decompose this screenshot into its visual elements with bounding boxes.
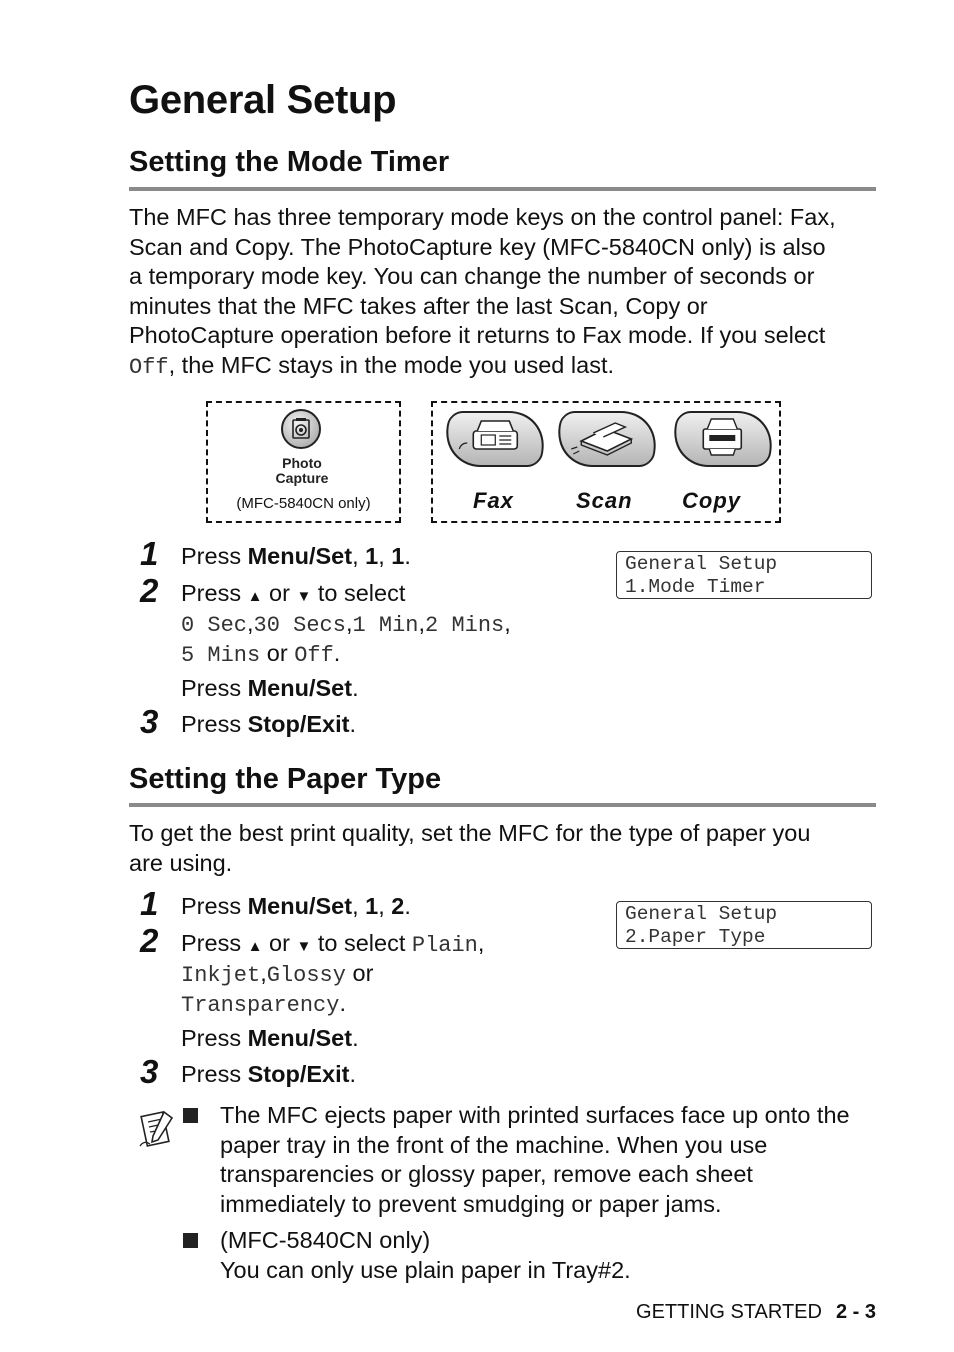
fax-key: [441, 411, 549, 467]
scan-key-label: Scan: [576, 488, 633, 513]
bullet-marker: [183, 1108, 198, 1123]
page-title: General Setup: [129, 78, 397, 122]
step-2-text: Press ▲ or ▼ to select: [181, 580, 406, 606]
note-line: immediately to prevent smudging or paper jams.: [220, 1190, 722, 1217]
intro-line: [129, 351, 889, 383]
step-number: 3: [140, 1053, 159, 1090]
note-line: The MFC ejects paper with printed surfaces face up onto the: [220, 1102, 850, 1128]
photocapture-button: [281, 409, 321, 449]
intro-line: are using.: [129, 849, 233, 876]
step-3-text: Press Stop/Exit.: [181, 711, 356, 737]
step-3-text: Press Stop/Exit.: [181, 1061, 356, 1087]
lcd-display-paper-type: [616, 901, 872, 949]
lcd-line: General Setup: [625, 553, 778, 575]
step-1-text: Press Menu/Set, 1, 2.: [181, 893, 411, 919]
step-number: 2: [140, 922, 159, 959]
page-number: 2 - 3: [835, 1301, 876, 1323]
note-2: [220, 1226, 631, 1285]
step-1-text: Press Menu/Set, 1, 1.: [181, 543, 411, 569]
photocapture-note: (MFC-5840CN only): [236, 495, 371, 512]
up-arrow-icon: ▲: [247, 938, 263, 955]
intro-tail: , the MFC stays in the mode you used last.: [168, 351, 615, 378]
capture-label-line: Capture: [275, 470, 329, 486]
note-line: You can only use plain paper in Tray#2.: [220, 1256, 631, 1283]
step-number: 3: [140, 703, 159, 740]
copy-key-label: Copy: [682, 488, 741, 513]
lcd-line: 2.Paper Type: [625, 925, 766, 948]
section-rule: [129, 803, 876, 807]
photocapture-label: [252, 456, 352, 486]
intro-line: PhotoCapture operation before it returns to Fax mode. If you select: [129, 322, 826, 348]
down-arrow-icon: ▼: [296, 938, 312, 955]
photo-label-line: Photo: [282, 455, 322, 471]
intro-line: a temporary mode key. You can change the number of seconds or: [129, 263, 815, 289]
step-number: 1: [140, 535, 159, 572]
copy-icon: [675, 413, 767, 461]
step-2-options-cont: 5 Mins or Off.: [181, 640, 341, 668]
note-line: transparencies or glossy paper, remove each sheet: [220, 1161, 753, 1187]
step-2-options: Inkjet,Glossy or: [181, 960, 374, 988]
step-number: 1: [140, 885, 159, 922]
down-arrow-icon: ▼: [296, 588, 312, 605]
intro-line: To get the best print quality, set the MFC for the type of paper you: [129, 820, 811, 846]
step-2-text: Press ▲ or ▼ to select Plain,: [181, 930, 485, 958]
note-line: paper tray in the front of the machine. When you use: [220, 1131, 768, 1158]
step-2-options-cont: Transparency.: [181, 990, 346, 1018]
step-2-confirm: Press Menu/Set.: [181, 1025, 359, 1051]
lcd-display-mode-timer: [616, 551, 872, 599]
mode-timer-intro: [129, 203, 889, 382]
option-off: Off: [129, 354, 169, 380]
fax-key-label: Fax: [473, 488, 514, 513]
step-2-confirm: Press Menu/Set.: [181, 675, 359, 701]
intro-line: The MFC has three temporary mode keys on the control panel: Fax,: [129, 204, 836, 230]
step-2-options: 0 Sec,30 Secs,1 Min,2 Mins,: [181, 610, 511, 638]
scan-key: [553, 411, 661, 467]
intro-line: Scan and Copy. The PhotoCapture key (MFC-5840CN only) is also: [129, 233, 826, 260]
note-pencil-icon: [138, 1106, 178, 1155]
note-line: (MFC-5840CN only): [220, 1227, 431, 1253]
camera-icon: [283, 411, 319, 447]
fax-icon: [447, 413, 539, 461]
section-heading-paper-type: Setting the Paper Type: [129, 763, 442, 795]
lcd-line: General Setup: [625, 903, 778, 925]
copy-key: [669, 411, 777, 467]
lcd-line: 1.Mode Timer: [625, 575, 766, 598]
section-rule: [129, 187, 876, 191]
footer-section: GETTING STARTED: [636, 1301, 822, 1323]
bullet-marker: [183, 1233, 198, 1248]
scan-icon: [559, 413, 651, 461]
up-arrow-icon: ▲: [247, 588, 263, 605]
paper-type-intro: [129, 819, 889, 878]
intro-line: minutes that the MFC takes after the last Scan, Copy or: [129, 292, 708, 319]
note-1: [220, 1101, 850, 1219]
section-heading-mode-timer: Setting the Mode Timer: [129, 146, 450, 178]
step-number: 2: [140, 572, 159, 609]
page-footer: [636, 1301, 876, 1324]
